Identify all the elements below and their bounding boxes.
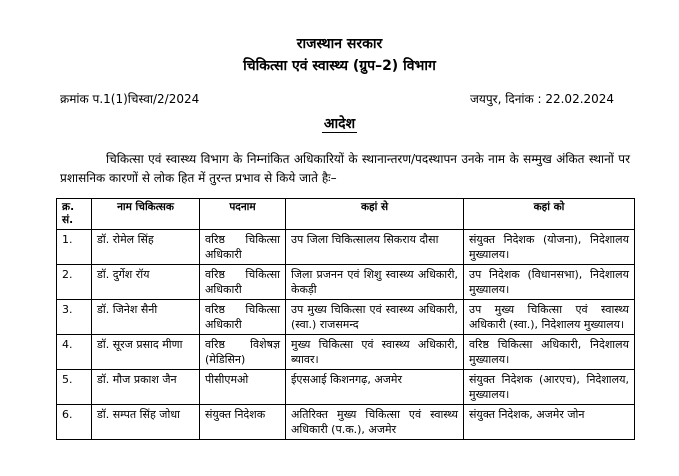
cell-to: संयुक्त निदेशक (योजना), निदेशालय मुख्यालय।: [464, 230, 635, 265]
cell-designation: पीसीएमओ: [200, 370, 286, 405]
order-title: [0, 114, 679, 133]
cell-from: जिला प्रजनन एवं शिशु स्वास्थ्य अधिकारी, केकड़ी: [286, 265, 464, 300]
cell-to: संयुक्त निदेशक (आरएच), निदेशालय, मुख्यालय।: [464, 370, 635, 405]
cell-designation: वरिष्ठ चिकित्सा अधिकारी: [200, 230, 286, 265]
cell-sn: 2.: [57, 265, 92, 300]
column-header-name: नाम चिकित्सक: [92, 199, 200, 230]
cell-designation: वरिष्ठ चिकित्सा अधिकारी: [200, 265, 286, 300]
table-row: [57, 405, 635, 440]
column-header-sn: क्र. सं.: [57, 199, 92, 230]
cell-from: मुख्य चिकित्सा एवं स्वास्थ्य अधिकारी, ब्यावर।: [286, 335, 464, 370]
order-title-text: आदेश: [323, 116, 356, 132]
cell-name: डॉ. रोमेल सिंह: [92, 230, 200, 265]
cell-name: डॉ. दुर्गेश रॉय: [92, 265, 200, 300]
department-heading: चिकित्सा एवं स्वास्थ्य (ग्रुप–2) विभाग: [243, 58, 436, 74]
cell-from: ईएसआई किशनगढ़, अजमेर: [286, 370, 464, 405]
cell-sn: 4.: [57, 335, 92, 370]
column-header-from: कहां से: [286, 199, 464, 230]
cell-to: उप मुख्य चिकित्सा एवं स्वास्थ्य अधिकारी (स्वा.), निदेशालय मुख्यालय।: [464, 300, 635, 335]
table-row: [57, 265, 635, 300]
cell-sn: 1.: [57, 230, 92, 265]
table-row: [57, 300, 635, 335]
cell-from: उप जिला चिकित्सालय सिकराय दौसा: [286, 230, 464, 265]
cell-from: अतिरिक्त मुख्य चिकित्सा एवं स्वास्थ्य अधिकारी (प.क.), अजमेर: [286, 405, 464, 440]
cell-sn: 6.: [57, 405, 92, 440]
table-header-row: [57, 199, 635, 230]
cell-to: संयुक्त निदेशक, अजमेर जोन: [464, 405, 635, 440]
table-row: [57, 370, 635, 405]
cell-name: डॉ. मौज प्रकाश जैन: [92, 370, 200, 405]
order-body-text: चिकित्सा एवं स्वास्थ्य विभाग के निम्नांकित अधिकारियों के स्थानान्तरण/पदस्थापन उनके नाम के सम्मुख अंकित स्थानों पर प्रशासनिक कारणों से लोक हित में तुरन्त प्रभाव से किये जाते हैः–: [60, 152, 630, 185]
order-date: जयपुर, दिनांक : 22.02.2024: [470, 92, 615, 106]
cell-designation: वरिष्ठ विशेषज्ञ (मेडिसिन): [200, 335, 286, 370]
government-heading: राजस्थान सरकार: [296, 36, 383, 52]
cell-designation: वरिष्ठ चिकित्सा अधिकारी: [200, 300, 286, 335]
column-header-to: कहां को: [464, 199, 635, 230]
reference-number: क्रमांक प.1(1)चिस्वा/2/2024: [60, 92, 200, 106]
cell-name: डॉ. सम्पत सिंह जोधा: [92, 405, 200, 440]
cell-name: डॉ. सूरज प्रसाद मीणा: [92, 335, 200, 370]
cell-sn: 5.: [57, 370, 92, 405]
column-header-designation: पदनाम: [200, 199, 286, 230]
cell-to: वरिष्ठ चिकित्सा अधिकारी, निदेशालय मुख्यालय।: [464, 335, 635, 370]
cell-to: उप निदेशक (विधानसभा), निदेशालय मुख्यालय।: [464, 265, 635, 300]
cell-designation: संयुक्त निदेशक: [200, 405, 286, 440]
cell-sn: 3.: [57, 300, 92, 335]
cell-from: उप मुख्य चिकित्सा एवं स्वास्थ्य अधिकारी, (स्वा.) राजसमन्द: [286, 300, 464, 335]
table-row: [57, 335, 635, 370]
cell-name: डॉ. जिनेश सैनी: [92, 300, 200, 335]
transfer-table: [56, 198, 635, 440]
table-row: [57, 230, 635, 265]
